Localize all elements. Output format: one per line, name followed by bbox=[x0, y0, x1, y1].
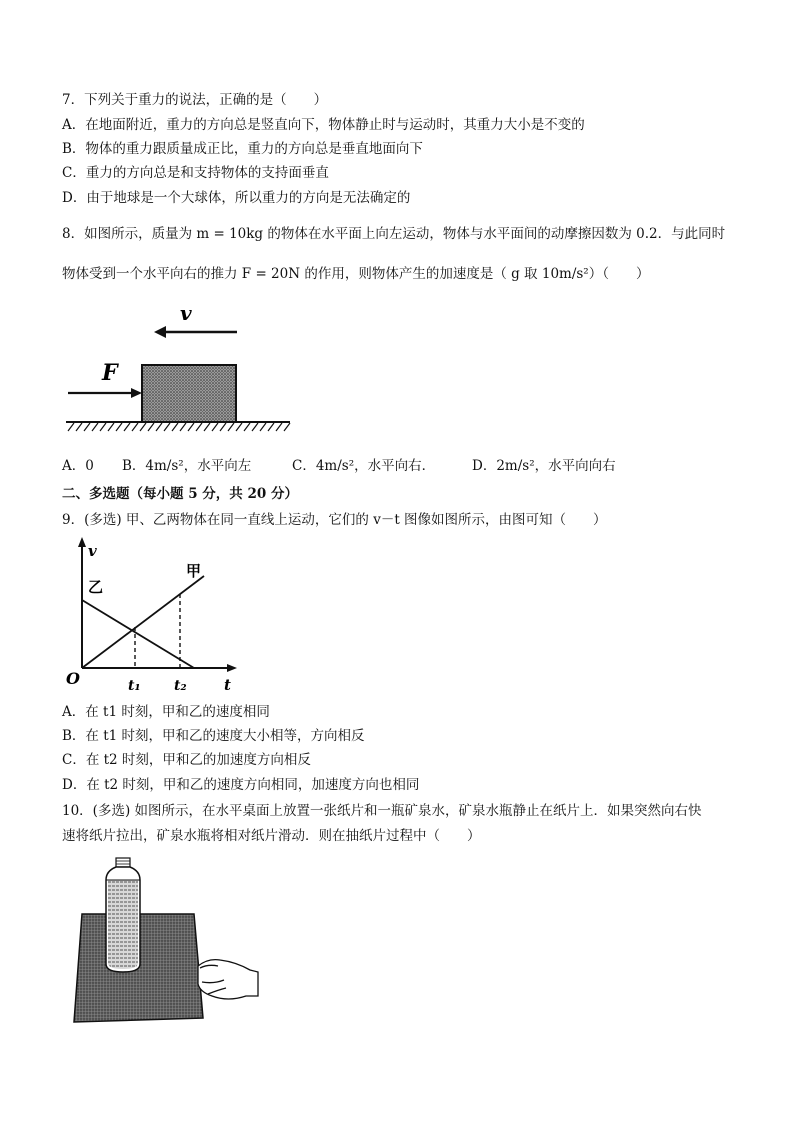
t-axis-arrowhead bbox=[227, 664, 237, 672]
q9-vt-graph bbox=[64, 536, 244, 698]
label-jia: 甲 bbox=[186, 562, 202, 580]
q9-option-c: C．在 t2 时刻，甲和乙的加速度方向相反 bbox=[62, 752, 311, 768]
label-yi: 乙 bbox=[88, 578, 104, 596]
q7-option-a: A．在地面附近，重力的方向总是竖直向下，物体静止时与运动时，其重力大小是不变的 bbox=[62, 117, 585, 133]
q7-option-c: C．重力的方向总是和支持物体的支持面垂直 bbox=[62, 165, 329, 181]
q10-bottle-paper-diagram bbox=[68, 856, 263, 1028]
hand-pulling-paper bbox=[198, 960, 258, 999]
q8-option-b: B．4m/s²，水平向左 bbox=[122, 458, 252, 474]
q9-option-a: A．在 t1 时刻，甲和乙的速度相同 bbox=[62, 704, 270, 720]
ground-hatching bbox=[68, 423, 290, 431]
origin-label: O bbox=[66, 669, 80, 688]
v-axis-label: v bbox=[88, 542, 97, 560]
force-label: F bbox=[102, 360, 118, 386]
t2-label: t₂ bbox=[174, 678, 187, 694]
q9-option-b: B．在 t1 时刻，甲和乙的速度大小相等，方向相反 bbox=[62, 728, 365, 744]
q9-stem: 9．(多选) 甲、乙两物体在同一直线上运动，它们的 v－t 图像如图所示，由图可知（ ） bbox=[62, 512, 607, 528]
t-axis-label: t bbox=[224, 676, 231, 694]
q9-option-d: D．在 t2 时刻，甲和乙的速度方向相同，加速度方向也相同 bbox=[62, 777, 420, 793]
q8-force-diagram bbox=[62, 298, 297, 433]
q10-stem-line2: 速将纸片拉出，矿泉水瓶将相对纸片滑动．则在抽纸片过程中（ ） bbox=[62, 828, 481, 844]
line-yi bbox=[82, 600, 194, 668]
q8-stem-line2: 物体受到一个水平向右的推力 F = 20N 的作用，则物体产生的加速度是（ g 取 10m/s²）（ ） bbox=[62, 266, 650, 282]
t1-label: t₁ bbox=[128, 678, 141, 694]
q8-option-a: A．0 bbox=[62, 458, 94, 474]
v-axis-arrowhead bbox=[78, 537, 86, 547]
velocity-label: v bbox=[180, 301, 192, 325]
velocity-arrowhead bbox=[154, 326, 166, 338]
q7-option-b: B．物体的重力跟质量成正比，重力的方向总是垂直地面向下 bbox=[62, 141, 423, 157]
block bbox=[142, 365, 236, 422]
water-bottle bbox=[106, 858, 140, 972]
q7-stem: 7．下列关于重力的说法，正确的是（ ） bbox=[62, 92, 328, 108]
q8-stem-line1: 8．如图所示，质量为 m = 10kg 的物体在水平面上向左运动，物体与水平面间的动摩擦因数为 0.2．与此同时 bbox=[62, 226, 726, 242]
q8-option-d: D．2m/s²，水平向向右 bbox=[472, 458, 616, 474]
q8-option-c: C．4m/s²，水平向右． bbox=[292, 458, 436, 474]
q10-stem-line1: 10．(多选) 如图所示，在水平桌面上放置一张纸片和一瓶矿泉水，矿泉水瓶静止在纸片上．如果突然向右快 bbox=[62, 803, 702, 819]
section-title: 二、多选题（每小题 5 分，共 20 分） bbox=[62, 486, 298, 502]
q7-option-d: D．由于地球是一个大球体，所以重力的方向是无法确定的 bbox=[62, 190, 411, 206]
force-arrowhead bbox=[131, 388, 142, 398]
